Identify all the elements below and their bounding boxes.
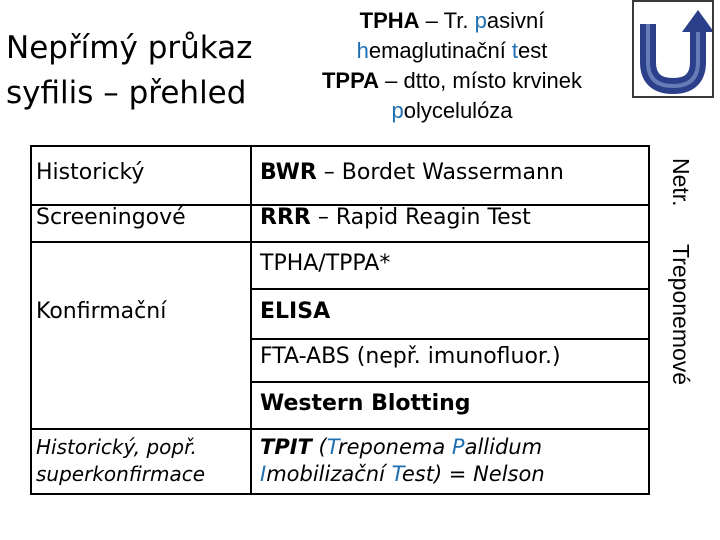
col-divider	[250, 145, 252, 495]
category-screeningove: Screeningové	[36, 205, 186, 230]
title-line-2: syfilis – přehled	[6, 75, 247, 111]
row-divider	[250, 381, 650, 383]
legend-line-3: TPPA – dtto, místo krvinek	[321, 68, 582, 93]
test-tpit: TPIT (Treponema Pallidum Imobilizační Test) = Nelson	[260, 435, 545, 486]
legend-line-4: polycelulóza	[391, 98, 513, 123]
legend-line-2: hemaglutinační test	[356, 38, 548, 63]
row-divider	[30, 428, 650, 430]
col-divider	[648, 145, 650, 495]
table-border-bottom	[30, 493, 650, 495]
title-line-1: Nepřímý průkaz	[6, 30, 253, 66]
test-table	[30, 145, 650, 495]
legend-line-1: TPHA – Tr. pasivní	[359, 8, 545, 33]
row-divider	[30, 241, 650, 243]
back-button[interactable]	[632, 0, 714, 98]
test-tpha-tppa: TPHA/TPPA*	[260, 251, 391, 276]
side-label-netreponemove: Netr.	[668, 158, 694, 207]
test-western-blotting: Western Blotting	[260, 391, 471, 416]
col-divider	[30, 145, 32, 495]
test-bwr: BWR – Bordet Wassermann	[260, 160, 564, 185]
category-historicky: Historický	[36, 160, 145, 185]
test-fta-abs: FTA-ABS (nepř. imunofluor.)	[260, 344, 561, 369]
table-border-top	[30, 145, 650, 147]
row-divider	[250, 288, 650, 290]
row-divider	[250, 338, 650, 340]
abbreviation-legend	[282, 6, 622, 126]
category-konfirmacni: Konfirmační	[36, 299, 167, 324]
page-title	[6, 26, 252, 116]
test-elisa: ELISA	[260, 299, 331, 324]
category-superkonfirmace: Historický, popř. superkonfirmace	[36, 435, 205, 486]
test-rrr: RRR – Rapid Reagin Test	[260, 205, 531, 230]
side-label-treponemove: Treponemové	[668, 244, 694, 386]
u-turn-arrow-icon	[634, 2, 712, 96]
